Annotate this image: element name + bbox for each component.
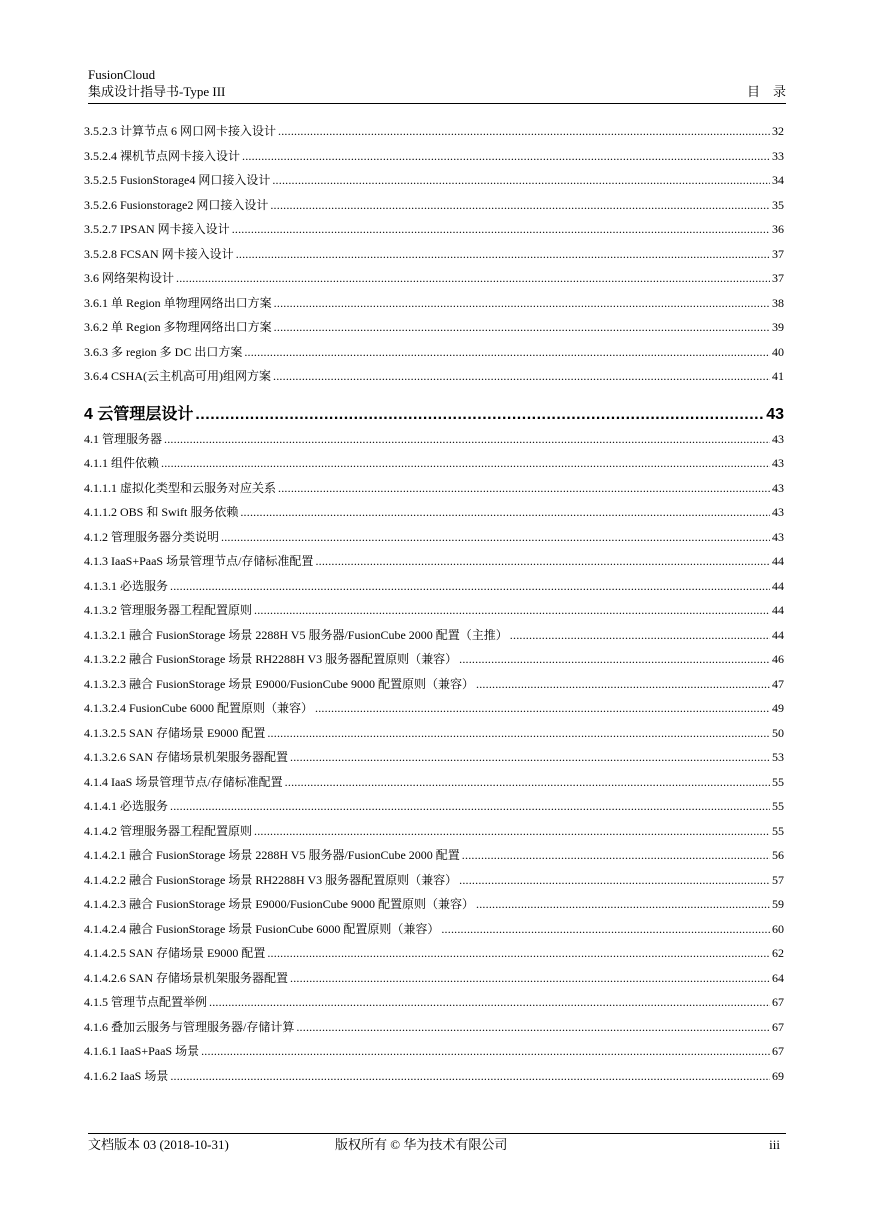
toc-page-number[interactable]: 47 [772, 676, 784, 691]
toc-leader-dots [272, 173, 770, 188]
toc-entry-title[interactable]: 4.1.3.2.5 SAN 存储场景 E9000 配置 [84, 725, 266, 740]
header-divider [88, 103, 786, 104]
toc-entry[interactable] [84, 196, 784, 221]
toc-leader-dots [273, 369, 770, 384]
toc-leader-dots [290, 971, 770, 986]
toc-entry[interactable] [84, 367, 784, 392]
toc-page-number[interactable]: 49 [772, 701, 784, 715]
toc-chapter-entry[interactable] [84, 392, 784, 430]
toc-page-number[interactable]: 50 [772, 725, 784, 740]
toc-page-number[interactable]: 35 [772, 197, 784, 212]
toc-page-number[interactable]: 55 [772, 799, 784, 813]
toc-entry-title[interactable]: 3.5.2.5 FusionStorage4 网口接入设计 [84, 173, 271, 187]
toc-entry-title[interactable]: 4.1.3.2.3 融合 FusionStorage 场景 E9000/FusionCube 9000 配置原则（兼容） [84, 676, 475, 691]
toc-entry[interactable] [84, 871, 784, 896]
toc-page-number[interactable]: 67 [772, 1044, 784, 1058]
toc-page-number[interactable]: 32 [772, 124, 784, 138]
toc-leader-dots [209, 995, 770, 1010]
toc-entry-title[interactable]: 4.1.4 IaaS 场景管理节点/存储标准配置 [84, 774, 283, 789]
toc-entry[interactable] [84, 503, 784, 528]
toc-leader-dots [242, 149, 770, 164]
toc-entry-title[interactable]: 4.1.4.1 必选服务 [84, 799, 169, 813]
toc-page-number[interactable]: 67 [772, 1019, 784, 1034]
header-doc-title: 集成设计指导书-Type III [88, 84, 226, 99]
toc-entry[interactable] [84, 748, 784, 773]
toc-leader-dots [170, 1069, 770, 1084]
toc-entry[interactable] [84, 294, 784, 319]
toc-leader-dots [176, 271, 770, 286]
toc-entry-title[interactable]: 3.5.2.4 裸机节点网卡接入设计 [84, 148, 241, 163]
toc-entry-title[interactable]: 3.5.2.7 IPSAN 网卡接入设计 [84, 222, 230, 236]
toc-leader-dots [221, 530, 770, 545]
toc-leader-dots [290, 750, 770, 765]
toc-leader-dots [459, 652, 770, 667]
toc-entry[interactable] [84, 269, 784, 294]
toc-page-number[interactable]: 37 [772, 271, 784, 285]
toc-leader-dots [462, 848, 770, 863]
toc-page-number[interactable]: 44 [772, 578, 784, 593]
toc-entry-title[interactable]: 4.1.4.2.4 融合 FusionStorage 场景 FusionCube 6000 配置原则（兼容） [84, 921, 440, 936]
toc-page-number[interactable]: 43 [772, 431, 784, 446]
toc-page-number[interactable]: 60 [772, 921, 784, 936]
toc-entry-title[interactable]: 4.1.3 IaaS+PaaS 场景管理节点/存储标准配置 [84, 554, 314, 568]
toc-page-number[interactable]: 43 [772, 529, 784, 544]
toc-page-number[interactable]: 55 [772, 774, 784, 789]
toc-page-number[interactable]: 43 [772, 505, 784, 519]
toc-leader-dots [170, 799, 770, 814]
toc-entry-title[interactable]: 4.1 管理服务器 [84, 431, 163, 446]
toc-entry[interactable] [84, 699, 784, 724]
toc-page-number[interactable]: 43 [772, 456, 784, 470]
toc-page-number[interactable]: 55 [772, 823, 784, 838]
toc-leader-dots [510, 628, 770, 643]
toc-page-number[interactable]: 36 [772, 222, 784, 236]
toc-entry-title[interactable]: 4.1.1.2 OBS 和 Swift 服务依赖 [84, 505, 239, 519]
toc-leader-dots [274, 296, 770, 311]
toc-leader-dots [244, 345, 770, 360]
toc-entry[interactable] [84, 1018, 784, 1043]
header-product-name: FusionCloud [88, 67, 156, 82]
toc-entry-title[interactable]: 3.5.2.3 计算节点 6 网口网卡接入设计 [84, 124, 277, 138]
toc-entry-title[interactable]: 3.6.3 多 region 多 DC 出口方案 [84, 344, 243, 359]
toc-entry-title[interactable]: 4.1.4.2.3 融合 FusionStorage 场景 E9000/FusionCube 9000 配置原则（兼容） [84, 897, 475, 911]
toc-leader-dots [170, 579, 770, 594]
toc-entry-title[interactable]: 4.1.1.1 虚拟化类型和云服务对应关系 [84, 480, 277, 495]
toc-entry[interactable] [84, 430, 784, 455]
toc-entry[interactable] [84, 528, 784, 553]
toc-entry-title[interactable]: 3.5.2.8 FCSAN 网卡接入设计 [84, 246, 234, 261]
toc-entry-title[interactable]: 4.1.6.1 IaaS+PaaS 场景 [84, 1044, 200, 1058]
toc-page-number[interactable]: 44 [772, 627, 784, 642]
toc-entry-title[interactable]: 3.6.2 单 Region 多物理网络出口方案 [84, 320, 272, 334]
toc-entry[interactable] [84, 245, 784, 270]
toc-leader-dots [240, 505, 770, 520]
toc-entry[interactable] [84, 1042, 784, 1067]
toc-leader-dots [459, 873, 770, 888]
toc-page-number[interactable]: 44 [772, 603, 784, 617]
toc-entry[interactable] [84, 601, 784, 626]
toc-entry[interactable] [84, 122, 784, 147]
header-section-name: 目 录 [746, 84, 786, 99]
toc-entry[interactable] [84, 577, 784, 602]
toc-leader-dots [164, 432, 770, 447]
toc-leader-dots [476, 677, 770, 692]
toc-entry-title[interactable]: 4 云管理层设计 [84, 405, 194, 423]
toc-leader-dots [195, 406, 764, 424]
toc-leader-dots [285, 775, 770, 790]
toc-page-number[interactable]: 43 [766, 405, 784, 423]
toc-entry[interactable] [84, 479, 784, 504]
toc-entry[interactable] [84, 626, 784, 651]
toc-page-number[interactable]: 53 [772, 750, 784, 764]
toc-entry[interactable] [84, 724, 784, 749]
toc-entry[interactable] [84, 895, 784, 920]
toc-leader-dots [267, 726, 770, 741]
toc-entry-title[interactable]: 4.1.4.2.6 SAN 存储场景机架服务器配置 [84, 970, 289, 985]
toc-page-number[interactable]: 39 [772, 320, 784, 334]
toc-entry[interactable] [84, 220, 784, 245]
toc-entry[interactable] [84, 797, 784, 822]
toc-entry-title[interactable]: 4.1.4.2.2 融合 FusionStorage 场景 RH2288H V3 服务器配置原则（兼容） [84, 872, 458, 887]
toc-entry[interactable] [84, 650, 784, 675]
toc-page-number[interactable]: 40 [772, 344, 784, 359]
toc-entry-title[interactable]: 4.1.3.1 必选服务 [84, 578, 169, 593]
toc-page-number[interactable]: 33 [772, 148, 784, 163]
toc-page-number[interactable]: 44 [772, 554, 784, 568]
toc-page-number[interactable]: 38 [772, 295, 784, 310]
toc-entry-title[interactable]: 4.1.5 管理节点配置举例 [84, 995, 208, 1009]
toc-leader-dots [267, 946, 770, 961]
toc-leader-dots [441, 922, 770, 937]
toc-entry[interactable] [84, 773, 784, 798]
toc-entry-title[interactable]: 4.1.3.2.6 SAN 存储场景机架服务器配置 [84, 750, 289, 764]
footer-copyright: 版权所有 © 华为技术有限公司 [335, 1137, 508, 1152]
toc-entry[interactable] [84, 846, 784, 871]
toc-entry-title[interactable]: 4.1.3.2 管理服务器工程配置原则 [84, 603, 253, 617]
toc-entry[interactable] [84, 675, 784, 700]
toc-entry[interactable] [84, 147, 784, 172]
toc-page-number[interactable]: 56 [772, 848, 784, 862]
toc-page-number[interactable]: 34 [772, 173, 784, 187]
toc-entry-title[interactable]: 3.6 网络架构设计 [84, 271, 175, 285]
header-row [88, 83, 786, 100]
toc-entry-title[interactable]: 4.1.2 管理服务器分类说明 [84, 529, 220, 544]
toc-entry[interactable] [84, 171, 784, 196]
toc-leader-dots [236, 247, 770, 262]
toc-entry-title[interactable]: 4.1.1 组件依赖 [84, 456, 160, 470]
toc-leader-dots [315, 554, 770, 569]
toc-leader-dots [232, 222, 770, 237]
toc-entry[interactable] [84, 552, 784, 577]
toc-entry[interactable] [84, 454, 784, 479]
footer-divider [88, 1133, 786, 1134]
toc-page-number[interactable]: 64 [772, 970, 784, 985]
toc-page-number[interactable]: 62 [772, 946, 784, 960]
toc-page-number[interactable]: 46 [772, 652, 784, 666]
toc-entry-title[interactable]: 4.1.3.2.1 融合 FusionStorage 场景 2288H V5 服务器/FusionCube 2000 配置（主推） [84, 627, 508, 642]
toc-entry-title[interactable]: 4.1.4.2 管理服务器工程配置原则 [84, 823, 253, 838]
toc-entry-title[interactable]: 4.1.3.2.4 FusionCube 6000 配置原则（兼容） [84, 701, 314, 715]
footer-page-number: iii [769, 1137, 780, 1152]
toc-entry[interactable] [84, 969, 784, 994]
toc-page-number[interactable]: 67 [772, 995, 784, 1009]
toc-page-number[interactable]: 41 [772, 369, 784, 383]
toc-entry-title[interactable]: 4.1.6 叠加云服务与管理服务器/存储计算 [84, 1019, 295, 1034]
toc-entry-title[interactable]: 4.1.3.2.2 融合 FusionStorage 场景 RH2288H V3 服务器配置原则（兼容） [84, 652, 458, 666]
toc-leader-dots [254, 603, 770, 618]
toc-page-number[interactable]: 37 [772, 246, 784, 261]
toc-leader-dots [270, 198, 770, 213]
footer-doc-version: 文档版本 03 (2018-10-31) [88, 1137, 229, 1152]
page-header [88, 66, 786, 100]
toc-entry-title[interactable]: 4.1.6.2 IaaS 场景 [84, 1068, 169, 1083]
toc-leader-dots [161, 456, 770, 471]
toc-entry-title[interactable]: 4.1.4.2.1 融合 FusionStorage 场景 2288H V5 服务器/FusionCube 2000 配置 [84, 848, 460, 862]
toc-entry[interactable] [84, 993, 784, 1018]
toc-entry-title[interactable]: 3.6.4 CSHA(云主机高可用)组网方案 [84, 369, 272, 383]
toc-entry[interactable] [84, 1067, 784, 1092]
toc-entry-title[interactable]: 3.6.1 单 Region 单物理网络出口方案 [84, 295, 272, 310]
toc-leader-dots [278, 124, 770, 139]
toc-leader-dots [278, 481, 770, 496]
toc-page-number[interactable]: 69 [772, 1068, 784, 1083]
toc-entry[interactable] [84, 944, 784, 969]
toc-leader-dots [201, 1044, 770, 1059]
toc-entry[interactable] [84, 822, 784, 847]
toc-entry-title[interactable]: 4.1.4.2.5 SAN 存储场景 E9000 配置 [84, 946, 266, 960]
toc-leader-dots [296, 1020, 770, 1035]
table-of-contents [84, 122, 784, 1091]
toc-entry[interactable] [84, 920, 784, 945]
toc-leader-dots [274, 320, 770, 335]
toc-leader-dots [476, 897, 770, 912]
toc-page-number[interactable]: 43 [772, 480, 784, 495]
toc-entry[interactable] [84, 318, 784, 343]
toc-page-number[interactable]: 59 [772, 897, 784, 911]
toc-leader-dots [254, 824, 770, 839]
toc-leader-dots [315, 701, 770, 716]
toc-entry[interactable] [84, 343, 784, 368]
toc-entry-title[interactable]: 3.5.2.6 Fusionstorage2 网口接入设计 [84, 197, 269, 212]
toc-page-number[interactable]: 57 [772, 872, 784, 887]
